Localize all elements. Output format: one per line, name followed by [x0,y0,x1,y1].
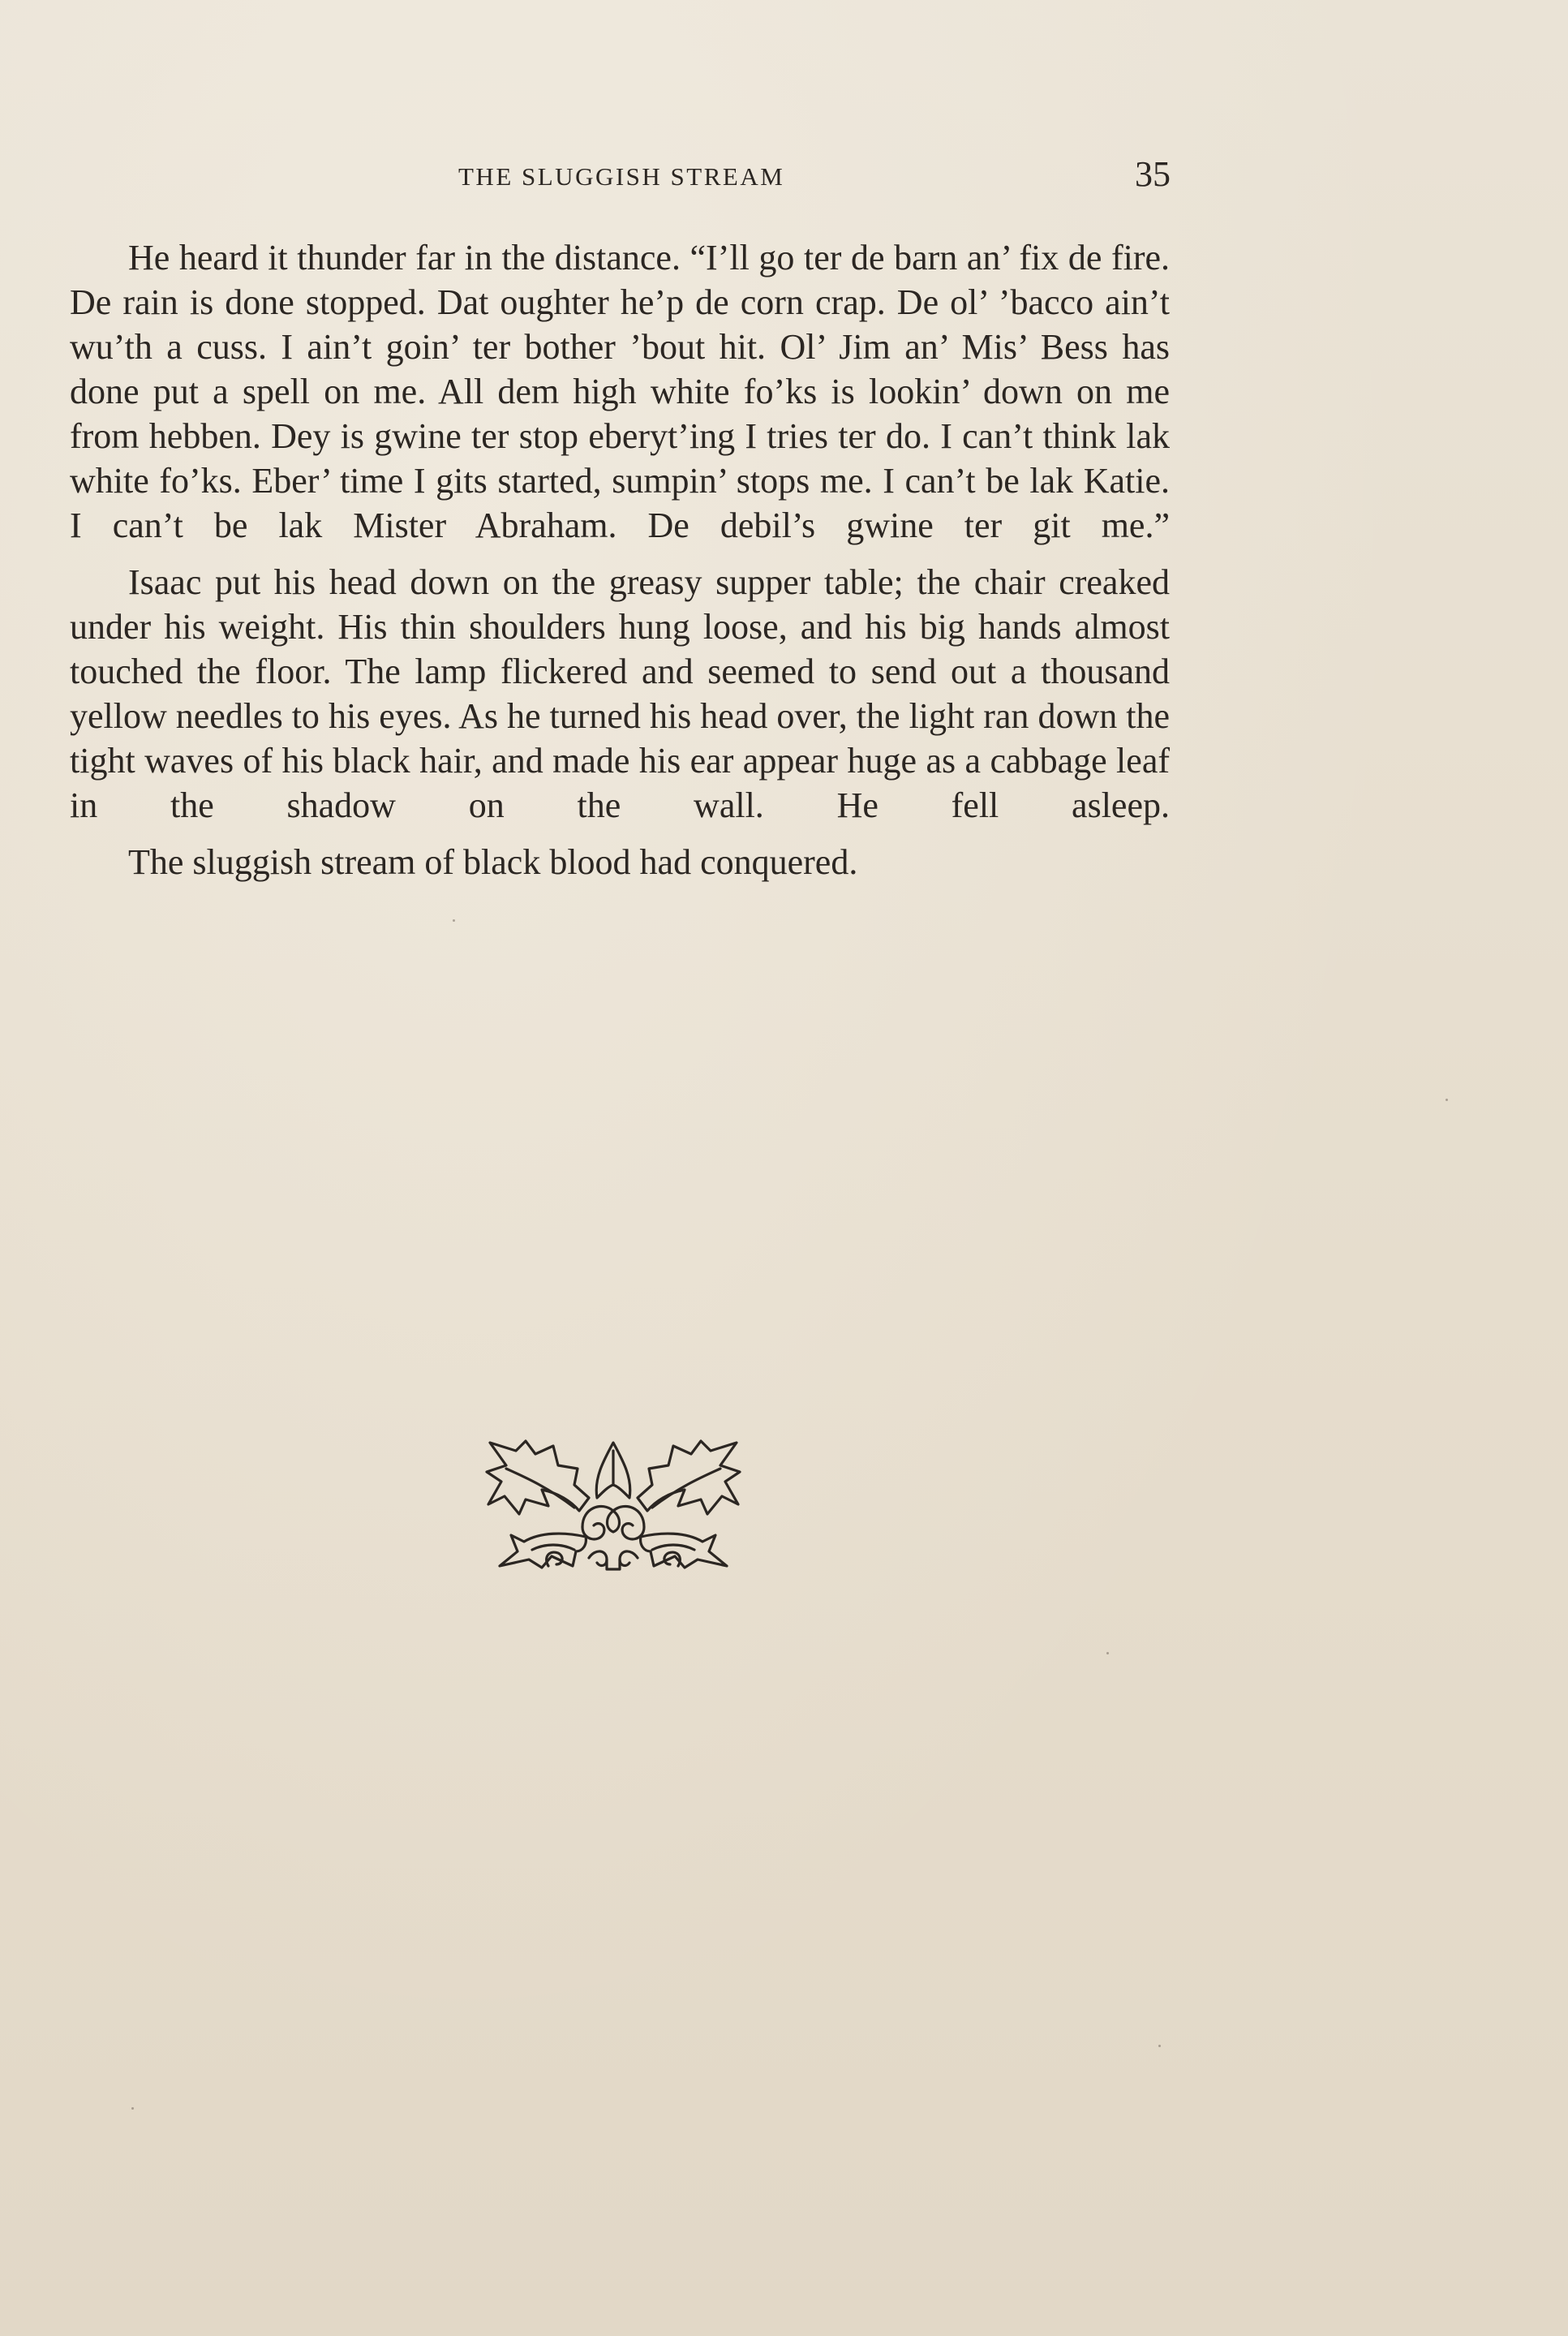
paragraph-1: He heard it thunder far in the distance. “I’ll go ter de barn an’ fix de fire. De rain is done stopped. Dat oughter he’p de corn crap. De ol’ ’bacco ain’t wu’th a cuss. I ain’t goin’ ter bother ’bout hit. Ol’ Jim an’ Mis’ Bess has done put a spell on me. All dem high white fo’ks is lookin’ down on me from hebben. Dey is gwine ter stop eberyt’ing I tries ter do. I can’t think lak white fo’ks. Eber’ time I gits started, sumpin’ stops me. I can’t be lak Katie. I can’t be lak Mister Abraham. De debil’s gwine ter git me.” [70,238,1170,545]
paper-speck [453,919,455,922]
paper-speck [131,2107,134,2110]
paragraph-2: Isaac put his head down on the greasy supper table; the chair creaked under his weight. His thin shoulders hung loose, and his big hands almost touched the floor. The lamp flickered and seemed to send out a thousand yellow needles to his eyes. As he turned his head over, the light ran down the tight waves of his black hair, and made his ear appear huge as a cabbage leaf in the shadow on the wall. He fell asleep. [70,562,1170,825]
paper-speck [1106,1652,1109,1654]
leaf-scroll-ornament-icon [483,1436,743,1574]
body-text [70,235,1170,884]
paper-speck [1158,2045,1161,2047]
page-number: 35 [1135,154,1171,194]
paper-speck [1446,1099,1448,1101]
paragraph-3: The sluggish stream of black blood had conquered. [128,842,858,882]
running-title: THE SLUGGISH STREAM [458,162,785,191]
